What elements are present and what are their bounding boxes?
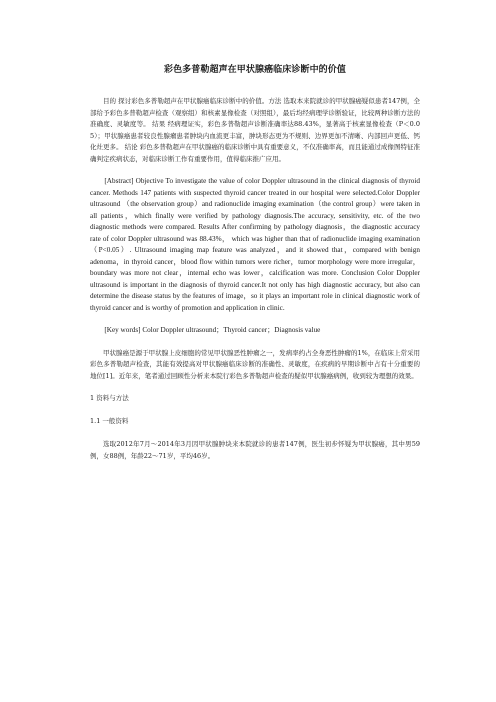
chinese-abstract: 目的 探讨彩色多普勒超声在甲状腺癌临床诊断中的价值。方法 选取本来院就诊的甲状腺癌疑似患者147例，全部给予彩色多普勒超声检查（观察组）和核素显像检查（对照组），最后均经病理学诊断验证，比较两种诊断方法的准确度、灵敏度等。 结果 经病理证实，彩色多普勒超声诊断准确率达88.43%，显著高于核素显像检查（P＜0.05）；甲状腺癌患者较良性腺瘤患者肿块内血流更丰富，肿块形态更为不规则、边界更加不清晰、内部回声更低、钙化灶更多。 结论 彩色多普勒超声在甲状腺癌的临床诊断中具有重要意义，不仅准确率高，而且能通过成像图特征准确判定疾病状态，对临床诊断工作有重要作用，值得临床推广应用。 xyxy=(90,97,420,163)
general-info-paragraph: 选取2012年7月～2014年3月因甲状腺肿块来本院就诊的患者147例，医生初步怀疑为甲状腺癌，其中男59例，女88例，年龄22～71岁，平均46岁。 xyxy=(90,440,420,460)
subsection-heading-general-info: 1.1 一般资料 xyxy=(90,416,129,425)
english-abstract: [Abstract] Objective To investigate the value of color Doppler ultrasound in the clinical diagnosis of thyroid cancer. Methods 147 patients with suspected thyroid cancer treated in our hospital were selected.Color Doppler ultrasound （the observation group）and radionuclide imaging examination（the control group）were taken in all patients，which finally were verified by pathology diagnosis.The accuracy, sensitivity, etc. of the two diagnostic methods were compared. Results After confirming by pathology diagnosis，the diagnostic accuracy rate of color Doppler ultrasound was 88.43%， which was higher than that of radionuclide imaging examination （P<0.05）. Ultrasound imaging map feature was analyzed，and it showed that，compared with benign adenoma，in thyroid cancer，blood flow within tumors were richer，tumor morphology were more irregular，boundary was more not clear，internal echo was lower，calcification was more. Conclusion Color Doppler ultrasound is important in the diagnosis of thyroid cancer.It not only has high diagnostic accuracy, but also can determine the disease status by the features of image，so it plays an important role in clinical diagnostic work of thyroid cancer and is worthy of promotion and application in clinic. xyxy=(90,177,420,312)
document-body xyxy=(90,64,420,473)
document-title: 彩色多普勒超声在甲状腺癌临床诊断中的价值 xyxy=(163,65,346,75)
introduction-paragraph: 甲状腺癌是源于甲状腺上皮细胞的常见甲状腺恶性肿瘤之一，发病率约占全身恶性肿瘤的1%，在临床上常采用彩色多普勒超声检查，其能有效提高对甲状腺癌临床诊断的准确性、灵敏度，在疾病的早期诊断中占有十分重要的地位[1]。近年来，笔者通过回顾性分析来本院行彩色多普勒超声检查的疑似甲状腺癌病例，收到较为理想的效果。 xyxy=(90,348,420,380)
english-keywords: [Key words] Color Doppler ultrasound；Thyroid cancer；Diagnosis value xyxy=(104,326,321,334)
section-heading-materials-methods: 1 资料与方法 xyxy=(90,394,129,402)
